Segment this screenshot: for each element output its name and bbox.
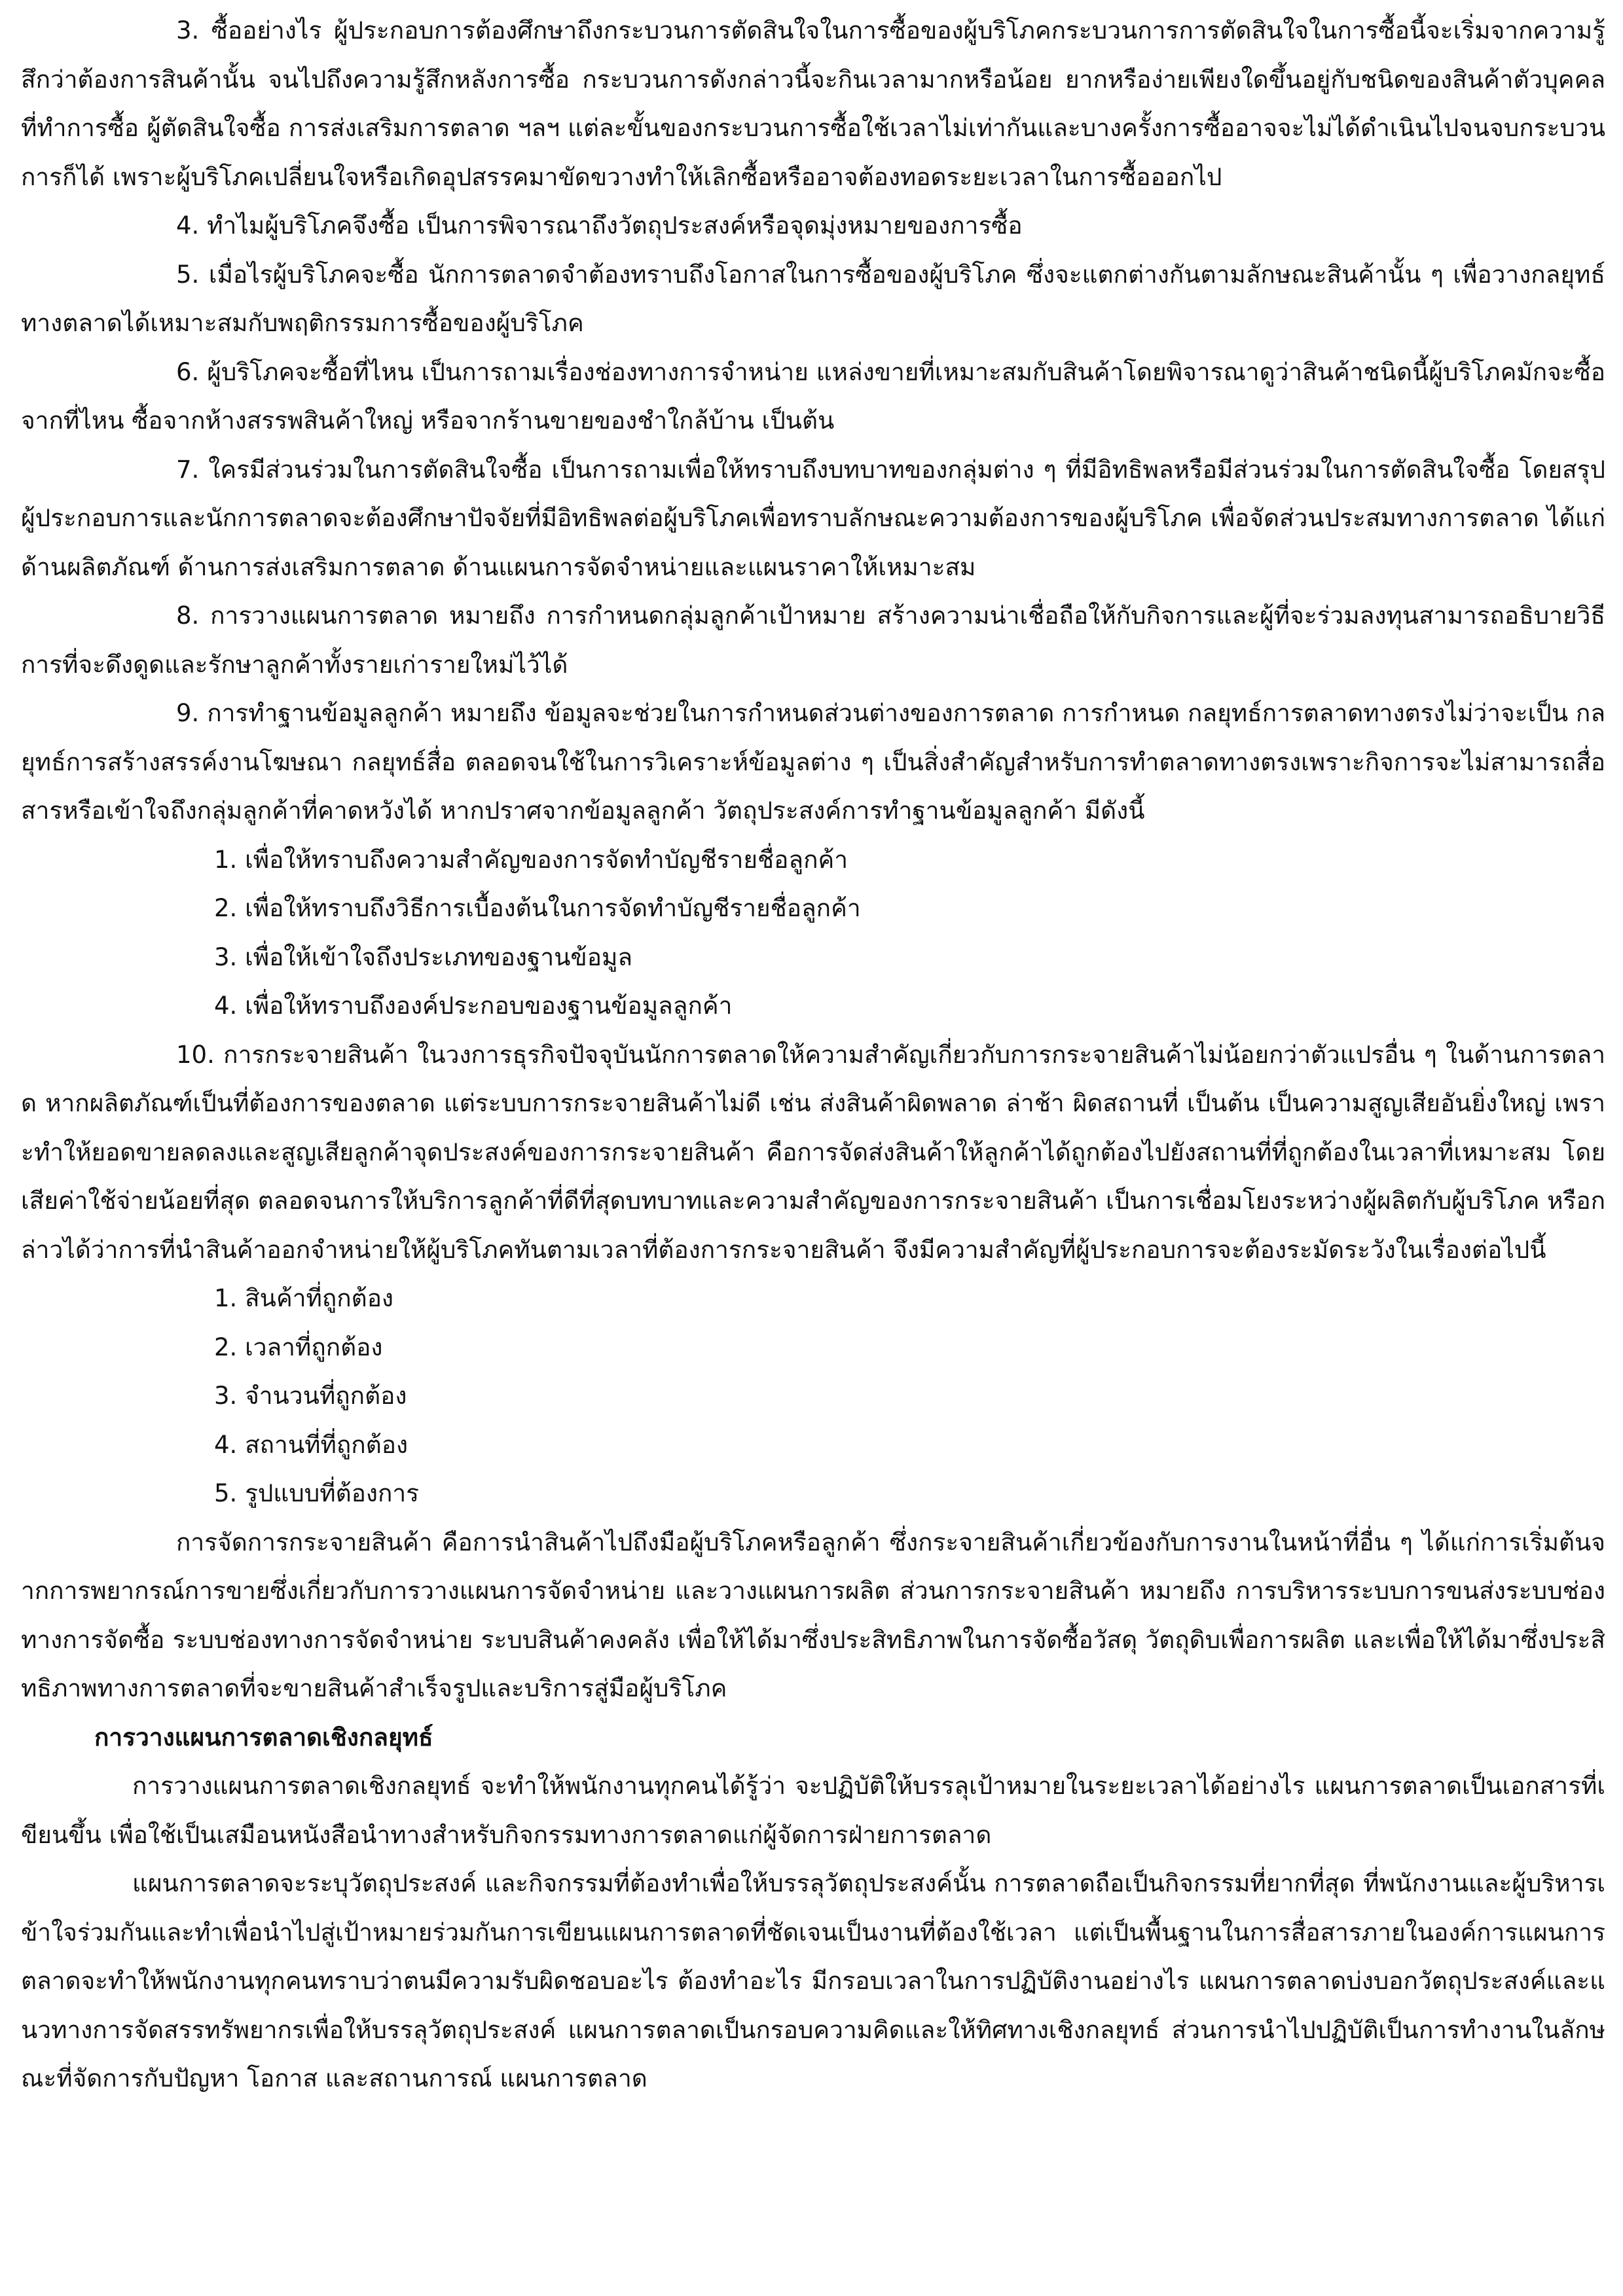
list-item: 2. เวลาที่ถูกต้อง bbox=[214, 1333, 383, 1361]
paragraph-customer-database: 9. การทำฐานข้อมูลลูกค้า หมายถึง ข้อมูลจะช่วยในการกำหนดส่วนต่างของการตลาด การกำหนด กลยุทธ์การตลาดทางตรงไม่ว่าจะเป็น กลยุทธ์การสร้างสรรค์งานโฆษณา กลยุทธ์สื่อ ตลอดจนใช้ในการวิเคราะห์ข้อมูลต่าง ๆ เป็นสิ่งสำคัญสำหรับการทำตลาดทางตรงเพราะกิจการจะไม่สามารถสื่อสารหรือเข้าใจถึงกลุ่มลูกค้าที่คาดหวังได้ หากปราศจากข้อมูลลูกค้า วัตถุประสงค์การทำฐานข้อมูลลูกค้า มีดังนี้ bbox=[21, 699, 1605, 825]
paragraph-marketing-planning: 8. การวางแผนการตลาด หมายถึง การกำหนดกลุ่มลูกค้าเป้าหมาย สร้างความน่าเชื่อถือให้กับกิจการและผู้ที่จะร่วมลงทุนสามารถอธิบายวิธีการที่จะดึงดูดและรักษาลูกค้าทั้งรายเก่ารายใหม่ไว้ได้ bbox=[21, 601, 1605, 679]
paragraph-where-buy: 6. ผู้บริโภคจะซื้อที่ไหน เป็นการถามเรื่องช่องทางการจำหน่าย แหล่งขายที่เหมาะสมกับสินค้าโดยพิจารณาดูว่าสินค้าชนิดนี้ผู้บริโภคมักจะซื้อจากที่ไหน ซื้อจากห้างสรรพสินค้าใหญ่ หรือจากร้านขายของชำใกล้บ้าน เป็นต้น bbox=[21, 357, 1605, 435]
database-objectives-list bbox=[21, 836, 1605, 1031]
list-item: 3. จำนวนที่ถูกต้อง bbox=[214, 1382, 407, 1410]
list-item: 4. สถานที่ที่ถูกต้อง bbox=[214, 1430, 409, 1459]
list-item: 5. รูปแบบที่ต้องการ bbox=[214, 1479, 420, 1507]
list-item: 4. เพื่อให้ทราบถึงองค์ประกอบของฐานข้อมูลลูกค้า bbox=[214, 992, 733, 1020]
list-item: 1. เพื่อให้ทราบถึงความสำคัญของการจัดทำบัญชีรายชื่อลูกค้า bbox=[214, 845, 848, 874]
section-heading-strategic-planning: การวางแผนการตลาดเชิงกลยุทธ์ bbox=[94, 1723, 433, 1751]
document-page bbox=[21, 7, 1605, 2104]
distribution-list bbox=[21, 1274, 1605, 1518]
paragraph-distribution: 10. การกระจายสินค้า ในวงการธุรกิจปัจจุบันนักการตลาดให้ความสำคัญเกี่ยวกับการกระจายสินค้าไม่น้อยกว่าตัวแปรอื่น ๆ ในด้านการตลาด หากผลิตภัณฑ์เป็นที่ต้องการของตลาด แต่ระบบการกระจายสินค้าไม่ดี เช่น ส่งสินค้าผิดพลาด ล่าช้า ผิดสถานที่ เป็นต้น เป็นความสูญเสียอันยิ่งใหญ่ เพราะทำให้ยอดขายลดลงและสูญเสียลูกค้าจุดประสงค์ของการกระจายสินค้า คือการจัดส่งสินค้าให้ลูกค้าได้ถูกต้องไปยังสถานที่ที่ถูกต้องในเวลาที่เหมาะสม โดยเสียค่าใช้จ่ายน้อยที่สุด ตลอดจนการให้บริการลูกค้าที่ดีที่สุดบทบาทและความสำคัญของการกระจายสินค้า เป็นการเชื่อมโยงระหว่างผู้ผลิตกับผู้บริโภค หรือกล่าวได้ว่าการที่นำสินค้าออกจำหน่ายให้ผู้บริโภคทันตามเวลาที่ต้องการกระจายสินค้า จึงมีความสำคัญที่ผู้ประกอบการจะต้องระมัดระวังในเรื่องต่อไปนี้ bbox=[21, 1040, 1605, 1264]
list-item: 3. เพื่อให้เข้าใจถึงประเภทของฐานข้อมูล bbox=[214, 942, 633, 971]
paragraph-distribution-management: การจัดการกระจายสินค้า คือการนำสินค้าไปถึงมือผู้บริโภคหรือลูกค้า ซึ่งกระจายสินค้าเกี่ยวข้องกับการงานในหน้าที่อื่น ๆ ได้แก่การเริ่มต้นจากการพยากรณ์การขายซึ่งเกี่ยวกับการวางแผนการจัดจำหน่าย และวางแผนการผลิต ส่วนการกระจายสินค้า หมายถึง การบริหารระบบการขนส่งระบบช่องทางการจัดซื้อ ระบบช่องทางการจัดจำหน่าย ระบบสินค้าคงคลัง เพื่อให้ได้มาซึ่งประสิทธิภาพในการจัดซื้อวัสดุ วัตถุดิบเพื่อการผลิต และเพื่อให้ได้มาซึ่งประสิทธิภาพทางการตลาดที่จะขายสินค้าสำเร็จรูปและบริการสู่มือผู้บริโภค bbox=[21, 1528, 1605, 1702]
paragraph-strategic-intro: การวางแผนการตลาดเชิงกลยุทธ์ จะทำให้พนักงานทุกคนได้รู้ว่า จะปฏิบัติให้บรรลุเป้าหมายในระยะเวลาได้อย่างไร แผนการตลาดเป็นเอกสารที่เขียนขึ้น เพื่อใช้เป็นเสมือนหนังสือนำทางสำหรับกิจกรรมทางการตลาดแก่ผู้จัดการฝ่ายการตลาด bbox=[21, 1772, 1605, 1849]
paragraph-strategic-plan: แผนการตลาดจะระบุวัตถุประสงค์ และกิจกรรมที่ต้องทำเพื่อให้บรรลุวัตถุประสงค์นั้น การตลาดถือเป็นกิจกรรมที่ยากที่สุด ที่พนักงานและผู้บริหารเข้าใจร่วมกันและทำเพื่อนำไปสู่เป้าหมายร่วมกันการเขียนแผนการตลาดที่ชัดเจนเป็นงานที่ต้องใช้เวลา แต่เป็นพื้นฐานในการสื่อสารภายในองค์การแผนการตลาดจะทำให้พนักงานทุกคนทราบว่าตนมีความรับผิดชอบอะไร ต้องทำอะไร มีกรอบเวลาในการปฏิบัติงานอย่างไร แผนการตลาดบ่งบอกวัตถุประสงค์และแนวทางการจัดสรรทรัพยากรเพื่อให้บรรลุวัตถุประสงค์ แผนการตลาดเป็นกรอบความคิดและให้ทิศทางเชิงกลยุทธ์ ส่วนการนำไปปฏิบัติเป็นการทำงานในลักษณะที่จัดการกับปัญหา โอกาส และสถานการณ์ แผนการตลาด bbox=[21, 1869, 1605, 2092]
paragraph-who-participates: 7. ใครมีส่วนร่วมในการตัดสินใจซื้อ เป็นการถามเพื่อให้ทราบถึงบทบาทของกลุ่มต่าง ๆ ที่มีอิทธิพลหรือมีส่วนร่วมในการตัดสินใจซื้อ โดยสรุป ผู้ประกอบการและนักการตลาดจะต้องศึกษาปัจจัยที่มีอิทธิพลต่อผู้บริโภคเพื่อทราบลักษณะความต้องการของผู้บริโภค เพื่อจัดส่วนประสมทางการตลาด ได้แก่ ด้านผลิตภัณฑ์ ด้านการส่งเสริมการตลาด ด้านแผนการจัดจำหน่ายและแผนราคาให้เหมาะสม bbox=[21, 455, 1605, 581]
paragraph-when-buy: 5. เมื่อไรผู้บริโภคจะซื้อ นักการตลาดจำต้องทราบถึงโอกาสในการซื้อของผู้บริโภค ซึ่งจะแตกต่างกันตามลักษณะสินค้านั้น ๆ เพื่อวางกลยุทธ์ทางตลาดได้เหมาะสมกับพฤติกรรมการซื้อของผู้บริโภค bbox=[21, 260, 1605, 337]
paragraph-why-buy: 4. ทำไมผู้บริโภคจึงซื้อ เป็นการพิจารณาถึงวัตถุประสงค์หรือจุดมุ่งหมายของการซื้อ bbox=[176, 211, 1023, 240]
list-item: 1. สินค้าที่ถูกต้อง bbox=[214, 1284, 393, 1312]
list-item: 2. เพื่อให้ทราบถึงวิธีการเบื้องต้นในการจัดทำบัญชีรายชื่อลูกค้า bbox=[214, 894, 861, 922]
paragraph-how-to-buy: 3. ซื้ออย่างไร ผู้ประกอบการต้องศึกษาถึงกระบวนการตัดสินใจในการซื้อของผู้บริโภคกระบวนการการตัดสินใจในการซื้อนี้จะเริ่มจากความรู้สึกว่าต้องการสินค้านั้น จนไปถึงความรู้สึกหลังการซื้อ กระบวนการดังกล่าวนี้จะกินเวลามากหรือน้อย ยากหรือง่ายเพียงใดขึ้นอยู่กับชนิดของสินค้าตัวบุคคลที่ทำการซื้อ ผู้ตัดสินใจซื้อ การส่งเสริมการตลาด ฯลฯ แต่ละขั้นของกระบวนการซื้อใช้เวลาไม่เท่ากันและบางครั้งการซื้ออาจจะไม่ได้ดำเนินไปจนจบกระบวนการก็ได้ เพราะผู้บริโภคเปลี่ยนใจหรือเกิดอุปสรรคมาขัดขวางทำให้เลิกซื้อหรืออาจต้องทอดระยะเวลาในการซื้อออกไป bbox=[21, 16, 1605, 191]
